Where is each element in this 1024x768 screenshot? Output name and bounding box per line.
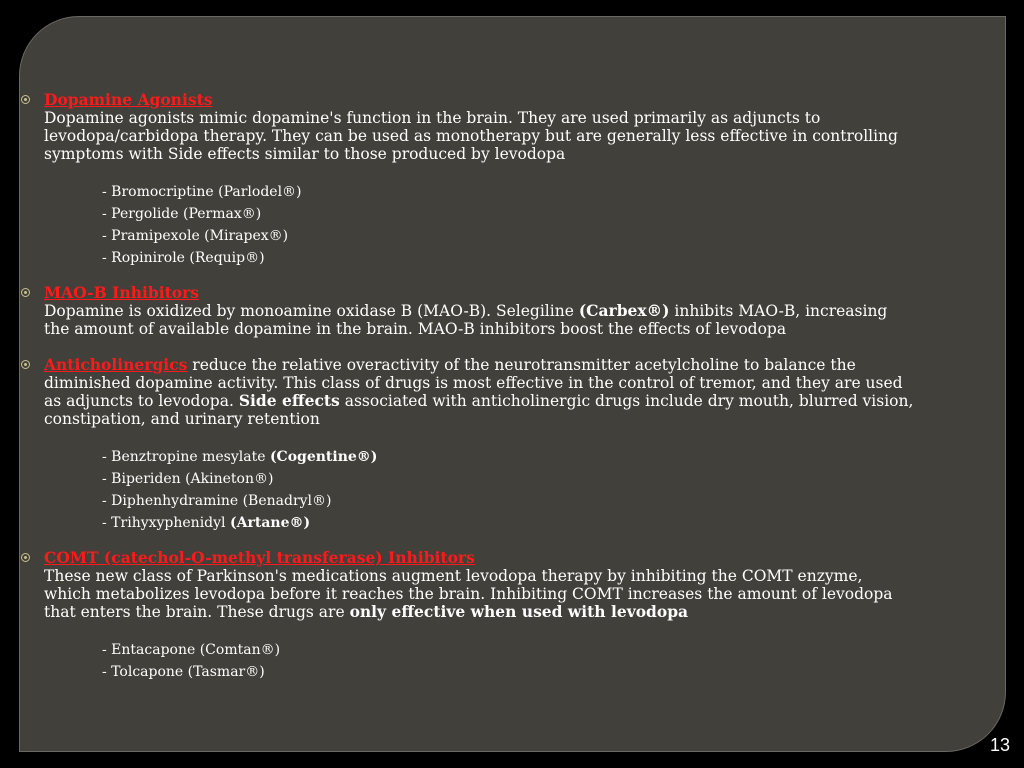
drug-item: - Ropinirole (Requip®)	[102, 250, 265, 266]
drug-name: - Trihyxyphenidyl	[102, 515, 230, 531]
body-text: inhibits MAO-B, increasing the amount of available dopamine in the brain. MAO-B inhibitors boost the effects of levodopa	[44, 302, 888, 338]
body-text: reduce the relative overactivity of the neurotransmitter acetylcholine to balance the diminished dopamine activity. This class of drugs is most effective in the control of tremor, and they are used as adjuncts to levodopa.	[44, 356, 903, 410]
section-body	[44, 567, 914, 621]
section-comt-inhibitors	[44, 549, 914, 683]
drug-name: - Biperiden (Akineton®)	[102, 471, 274, 487]
drug-item	[102, 468, 914, 490]
body-bold-text: (Carbex®)	[578, 301, 670, 320]
drug-brand: (Artane®)	[229, 515, 311, 531]
body-text: associated with anticholinergic drugs include dry mouth, blurred vision, constipation, and urinary retention	[44, 392, 914, 428]
drug-list	[44, 639, 914, 683]
drug-item	[102, 512, 914, 534]
section-body	[44, 356, 914, 428]
section-mao-b-inhibitors	[44, 284, 914, 338]
drug-item	[102, 490, 914, 512]
page-number: 13	[989, 735, 1010, 755]
bullet-icon	[21, 95, 30, 104]
body-bold-text: Side effects	[238, 391, 340, 410]
section-heading[interactable]: COMT (catechol-O-methyl transferase) Inhibitors	[44, 548, 475, 567]
body-bold-text: only effective when used with levodopa	[349, 602, 689, 621]
section-anticholinergics	[44, 356, 914, 534]
drug-item: - Tolcapone (Tasmar®)	[102, 664, 265, 680]
drug-brand: (Cogentine®)	[269, 449, 378, 465]
section-heading[interactable]: Anticholinergics	[44, 355, 188, 374]
bullet-icon	[21, 288, 30, 297]
drug-name: - Diphenhydramine (Benadryl®)	[102, 493, 332, 509]
section-heading[interactable]: MAO-B Inhibitors	[44, 283, 199, 302]
drug-item	[102, 446, 914, 468]
section-body	[44, 302, 914, 338]
drug-item: - Entacapone (Comtan®)	[102, 642, 281, 658]
drug-item: - Pergolide (Permax®)	[102, 206, 262, 222]
drug-item: - Bromocriptine (Parlodel®)	[102, 184, 302, 200]
slide-content	[44, 91, 914, 683]
bullet-icon	[21, 553, 30, 562]
section-body: Dopamine agonists mimic dopamine's function in the brain. They are used primarily as adjuncts to levodopa/carbidopa therapy. They can be used as monotherapy but are generally less effective in controlling symptoms with Side effects similar to those produced by levodopa	[44, 109, 898, 163]
drug-name: - Benztropine mesylate	[102, 449, 270, 465]
drug-list	[44, 446, 914, 534]
drug-list	[44, 181, 914, 269]
body-text: These new class of Parkinson's medications augment levodopa therapy by inhibiting the COMT enzyme, which metabolizes levodopa before it reaches the brain. Inhibiting COMT increases the amount of levodopa that enters the brain. These drugs are	[44, 567, 893, 621]
slide-panel	[19, 16, 1006, 752]
drug-item: - Pramipexole (Mirapex®)	[102, 228, 289, 244]
section-dopamine-agonists	[44, 91, 914, 269]
section-heading[interactable]: Dopamine Agonists	[44, 90, 213, 109]
body-text: Dopamine is oxidized by monoamine oxidase B (MAO-B). Selegiline	[44, 302, 579, 320]
bullet-icon	[21, 360, 30, 369]
